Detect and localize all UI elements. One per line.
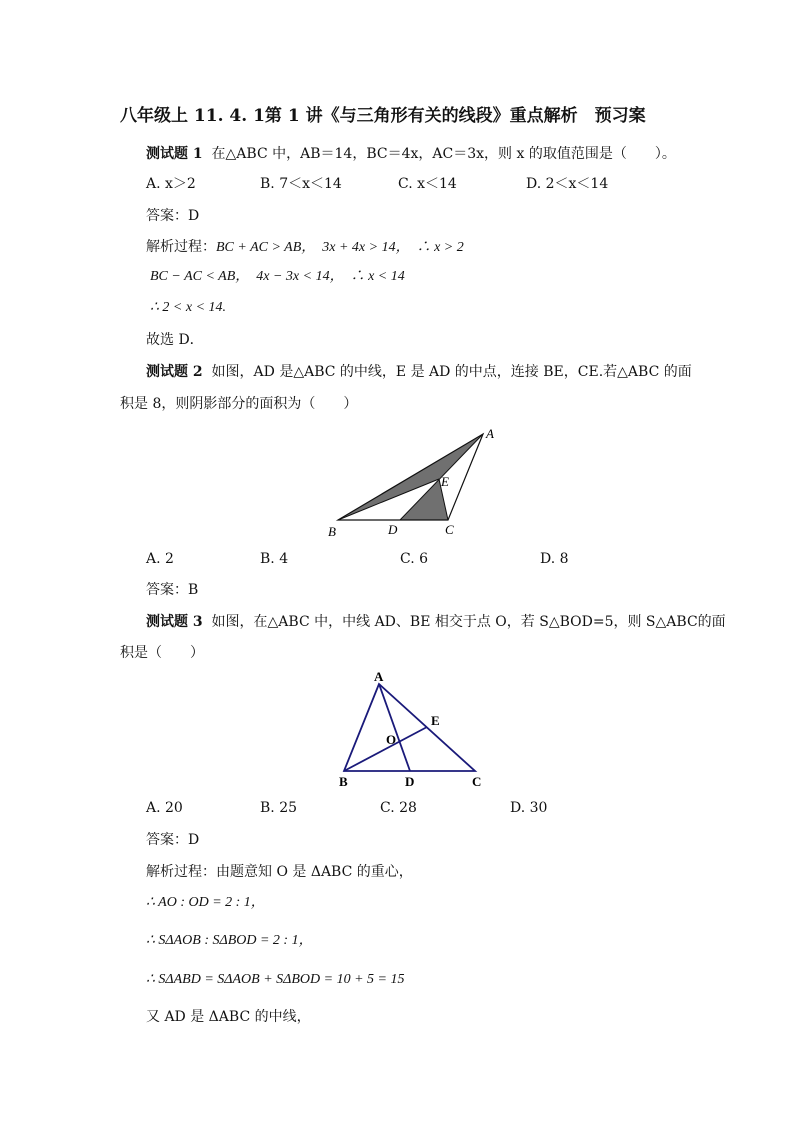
- question-2-label: 测试题 2: [146, 364, 203, 380]
- q2-triangle-abc: [338, 434, 483, 520]
- q3-label-b: B: [339, 774, 348, 789]
- question-2-text-1: 如图，AD 是△ABC 的中线，E 是 AD 的中点，连接 BE，CE.若△ABC 的面: [211, 364, 692, 380]
- q3-step-2: ∴ SΔAOB : SΔBOD = 2 : 1，: [146, 933, 313, 948]
- q3-step-1: ∴ AO : OD = 2 : 1，: [146, 895, 265, 910]
- q1-analysis-label: 解析过程：: [146, 239, 216, 255]
- q3-option-a: A. 20: [146, 800, 183, 816]
- q2-option-b: B. 4: [260, 551, 289, 567]
- question-3-label: 测试题 3: [146, 614, 203, 630]
- q2-label-b: B: [328, 524, 336, 539]
- question-3-stem-line2: 积是（ ）: [120, 645, 204, 661]
- question-3-stem-line1: [146, 612, 726, 632]
- q1-conclusion: 故选 D．: [146, 332, 204, 348]
- q3-analysis: 解析过程：由题意知 O 是 ΔABC 的重心，: [146, 864, 413, 880]
- q3-answer: 答案：D: [146, 832, 200, 848]
- q3-label-d: D: [405, 774, 415, 789]
- q1-step-3: ∴ 2 < x < 14.: [150, 300, 227, 315]
- page-title: 八年级上 11. 4. 1第 1 讲《与三角形有关的线段》重点解析 预习案: [120, 106, 646, 126]
- q3-label-c: C: [472, 774, 482, 789]
- q3-label-o: O: [386, 732, 397, 747]
- q2-label-e: E: [441, 474, 449, 489]
- q2-label-d: D: [388, 522, 398, 537]
- question-2-stem-line2: 积是 8，则阴影部分的面积为（ ）: [120, 396, 358, 412]
- q1-option-b: B. 7＜x＜14: [260, 176, 342, 192]
- q3-option-c: C. 28: [380, 800, 417, 816]
- q1-analysis-line: [146, 237, 464, 258]
- q3-step-3: ∴ SΔABD = SΔAOB + SΔBOD = 10 + 5 = 15: [146, 972, 405, 987]
- q2-option-a: A. 2: [146, 551, 174, 567]
- question-3-text-1: 如图，在△ABC 中，中线 AD、BE 相交于点 O，若 S△BOD=5，则 S△ABC的面: [211, 614, 726, 630]
- question-1-label: 测试题 1: [146, 146, 203, 162]
- q3-option-d: D. 30: [510, 800, 548, 816]
- question-2-stem-line1: [146, 362, 692, 382]
- q1-option-a: A. x＞2: [146, 176, 196, 192]
- q2-option-d: D. 8: [540, 551, 569, 567]
- q2-label-a: A: [486, 426, 494, 441]
- q3-figure: [330, 668, 500, 792]
- q3-label-e: E: [431, 713, 440, 728]
- q1-option-d: D. 2＜x＜14: [526, 176, 609, 192]
- q1-answer: 答案：D: [146, 208, 200, 224]
- q3-triangle-abc: [344, 684, 475, 771]
- q1-step-2: BC − AC < AB， 4x − 3x < 14， ∴ x < 14: [150, 269, 405, 284]
- q3-step-4: 又 AD 是 ΔABC 的中线，: [146, 1009, 311, 1025]
- q1-option-c: C. x＜14: [398, 176, 457, 192]
- q2-option-c: C. 6: [400, 551, 429, 567]
- q1-step-1: BC + AC > AB， 3x + 4x > 14， ∴ x > 2: [216, 240, 464, 255]
- q2-figure: [320, 422, 510, 542]
- q3-option-b: B. 25: [260, 800, 298, 816]
- q2-answer: 答案：B: [146, 582, 199, 598]
- question-1-text: 在△ABC 中，AB＝14，BC＝4x，AC＝3x，则 x 的取值范围是（ ）。: [211, 146, 676, 162]
- q2-label-c: C: [445, 522, 454, 537]
- q3-label-a: A: [374, 669, 384, 684]
- question-1-stem: [146, 144, 676, 164]
